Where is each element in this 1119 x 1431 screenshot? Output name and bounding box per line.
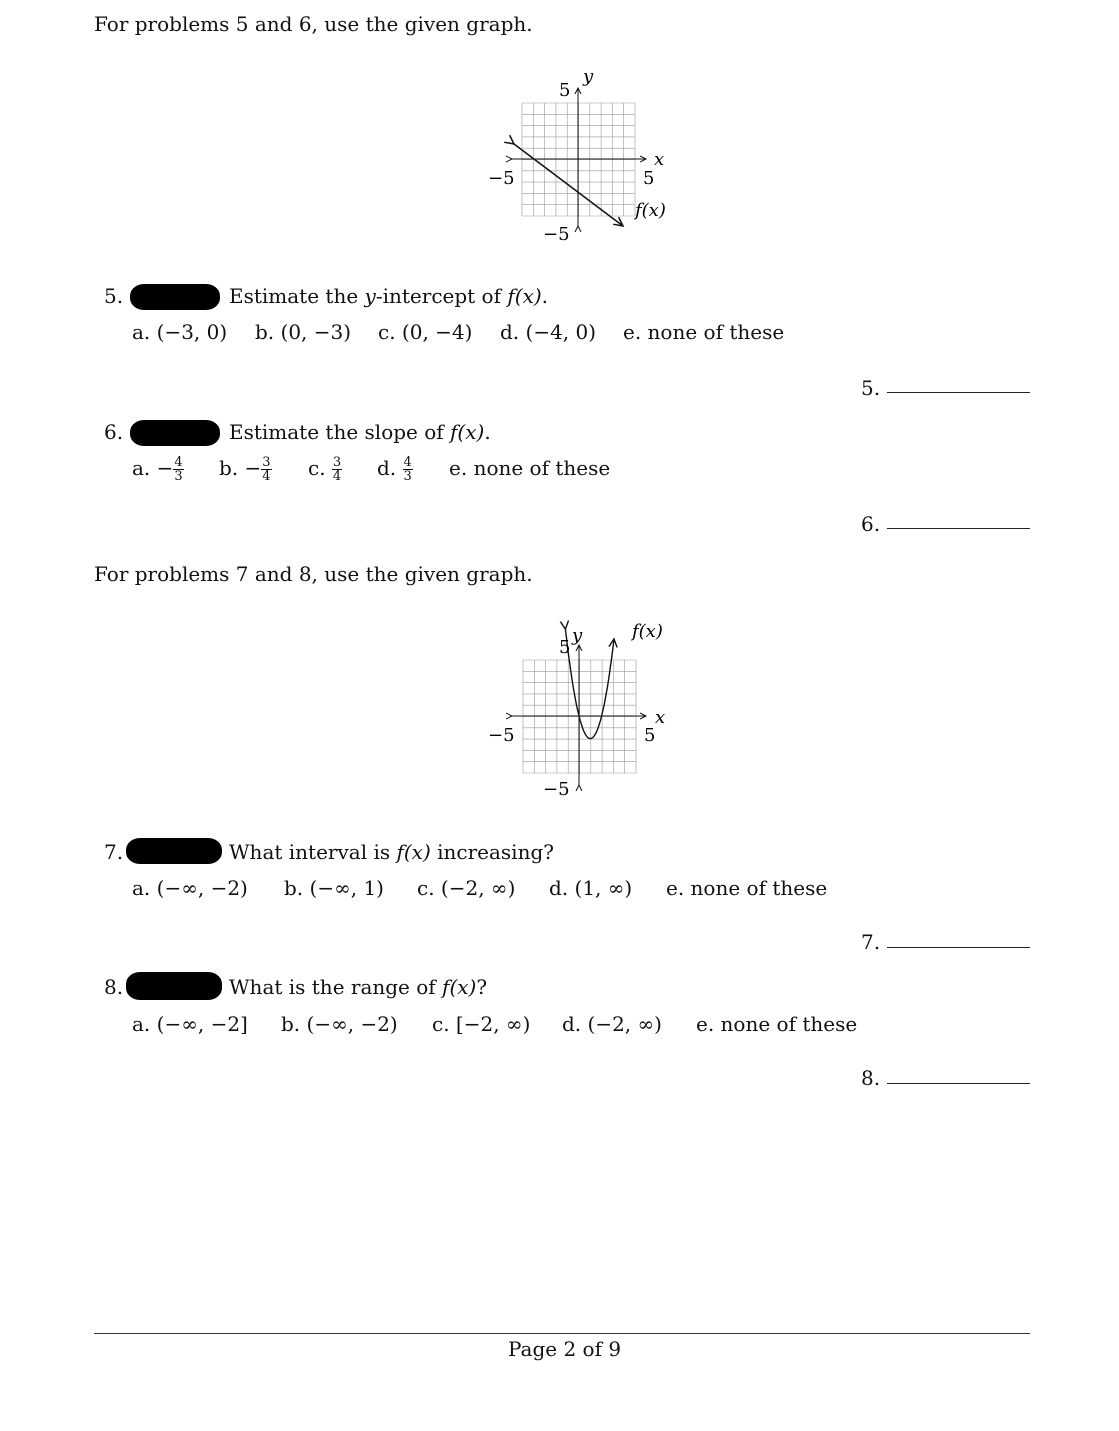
- choice-6a: a. − $\frac{4}{3}$: [132, 455, 183, 484]
- choice-8d: d. (−2, ∞): [562, 1012, 662, 1036]
- x-axis-label: x: [654, 149, 665, 170]
- question-6-number: 6.: [104, 420, 124, 444]
- choice-6c: c. $\frac{3}{4}$: [308, 455, 342, 484]
- answer-5-label: 5.: [861, 376, 881, 400]
- question-7-number: 7.: [104, 840, 124, 864]
- answer-7-blank[interactable]: [887, 947, 1030, 948]
- question-8-prompt: What is the range of f(x)?: [229, 975, 488, 999]
- question-6-prompt: Estimate the slope of f(x).: [229, 420, 491, 444]
- answer-6-blank[interactable]: [887, 528, 1030, 529]
- answer-5-blank[interactable]: [887, 392, 1030, 393]
- x-axis-label: x: [655, 707, 666, 728]
- choice-5e: e. none of these: [623, 320, 785, 344]
- intro-problems-7-8: For problems 7 and 8, use the given graph.: [94, 562, 533, 586]
- choice-7d: d. (1, ∞): [549, 876, 633, 900]
- choice-7b: b. (−∞, 1): [284, 876, 384, 900]
- choice-5b: b. (0, −3): [255, 320, 352, 344]
- y-max-label: 5: [559, 80, 571, 101]
- graph-linear: [480, 62, 700, 247]
- page-number: Page 2 of 9: [508, 1337, 622, 1361]
- intro-problems-5-6: For problems 5 and 6, use the given graph.: [94, 12, 533, 36]
- y-axis-label: y: [572, 625, 583, 646]
- question-5-number: 5.: [104, 284, 124, 308]
- question-7-prompt: What interval is f(x) increasing?: [229, 840, 554, 864]
- answer-7-label: 7.: [861, 930, 881, 954]
- answer-8-blank[interactable]: [887, 1083, 1030, 1084]
- choice-8e: e. none of these: [696, 1012, 858, 1036]
- choice-8b: b. (−∞, −2): [281, 1012, 398, 1036]
- choice-6d: d. $\frac{4}{3}$: [377, 455, 412, 484]
- answer-8-label: 8.: [861, 1066, 881, 1090]
- x-max-label: 5: [644, 725, 656, 746]
- redaction-mark: [130, 284, 220, 310]
- x-min-label: −5: [488, 168, 515, 189]
- question-8-number: 8.: [104, 975, 124, 999]
- function-line: [514, 144, 623, 226]
- x-min-label: −5: [488, 725, 515, 746]
- graph-parabola: [480, 615, 700, 800]
- choice-7e: e. none of these: [666, 876, 828, 900]
- x-max-label: 5: [643, 168, 655, 189]
- redaction-mark: [126, 972, 222, 1000]
- function-label: f(x): [632, 621, 663, 642]
- choice-7c: c. (−2, ∞): [417, 876, 516, 900]
- redaction-mark: [130, 420, 220, 446]
- choice-7a: a. (−∞, −2): [132, 876, 248, 900]
- question-5-prompt: Estimate the y-intercept of f(x).: [229, 284, 549, 308]
- choice-6b: b. − $\frac{3}{4}$: [219, 455, 271, 484]
- answer-6-label: 6.: [861, 512, 881, 536]
- y-axis-label: y: [583, 66, 594, 87]
- function-label: f(x): [635, 200, 666, 221]
- y-max-label: 5: [559, 637, 571, 658]
- choice-8c: c. [−2, ∞): [432, 1012, 531, 1036]
- choice-8a: a. (−∞, −2]: [132, 1012, 248, 1036]
- footer-rule: [94, 1333, 1030, 1334]
- redaction-mark: [126, 838, 222, 864]
- choice-5c: c. (0, −4): [378, 320, 473, 344]
- choice-6e: e. none of these: [449, 456, 611, 480]
- choice-5a: a. (−3, 0): [132, 320, 228, 344]
- y-min-label: −5: [543, 224, 570, 245]
- y-min-label: −5: [543, 779, 570, 800]
- choice-5d: d. (−4, 0): [500, 320, 597, 344]
